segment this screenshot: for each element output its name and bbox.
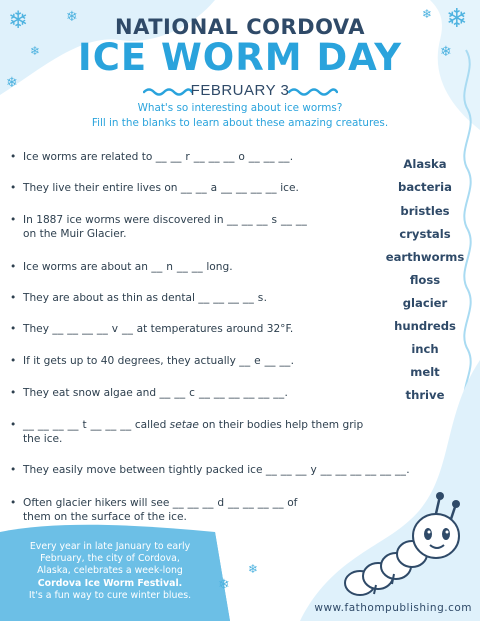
bullet-icon: • xyxy=(10,214,17,226)
question-6: • They __ __ __ __ v __ at temperatures around 32°F. xyxy=(10,323,294,335)
word-bank-item: thrive xyxy=(405,388,445,402)
snowflake-icon: ❄ xyxy=(8,6,29,34)
intro-text xyxy=(0,101,480,131)
bullet-icon: • xyxy=(10,355,17,367)
intro-line-1: What's so interesting about ice worms? xyxy=(137,102,343,114)
answer-blanks[interactable]: __ __ __ __ t __ __ __ xyxy=(23,419,132,431)
question-7: • If it gets up to 40 degrees, they actually __ e __ __. xyxy=(10,355,295,367)
word-bank-item: inch xyxy=(411,342,439,356)
word-bank-item: floss xyxy=(409,273,441,287)
snowflake-icon: ❄ xyxy=(248,562,259,576)
question-8: • They eat snow algae and __ __ c __ __ __ __ __ __. xyxy=(10,387,288,399)
snowflake-icon: ❄ xyxy=(440,44,452,60)
answer-blanks[interactable]: __ __ a __ __ __ __ xyxy=(180,182,277,194)
bullet-icon: • xyxy=(10,497,17,509)
right-wave-divider xyxy=(288,86,338,96)
festival-name: Cordova Ice Worm Festival. xyxy=(37,577,183,589)
fact-box: Every year in late January to early February, the city of Cordova, Alaska, celebrates a week-long Cordova Ice Worm Festival. It's a fun way to cure winter blues. xyxy=(28,541,192,601)
answer-blanks[interactable]: __ __ __ s __ __ xyxy=(226,214,308,226)
date-row xyxy=(0,80,480,98)
word-bank-item: bacteria xyxy=(398,180,452,194)
bullet-icon: • xyxy=(10,387,17,399)
word-bank-item: earthworms xyxy=(385,250,465,264)
bullet-icon: • xyxy=(10,464,17,476)
answer-blanks[interactable]: __ n __ __ xyxy=(151,261,203,273)
answer-blanks[interactable]: __ __ __ __ s xyxy=(198,292,264,304)
website-link[interactable]: www.fathompublishing.com xyxy=(314,602,472,614)
intro-line-2: Fill in the blanks to learn about these amazing creatures. xyxy=(91,117,389,129)
snowflake-icon: ❄ xyxy=(422,7,433,21)
bullet-icon: • xyxy=(10,419,17,431)
bullet-icon: • xyxy=(10,292,17,304)
snowflake-icon: ❄ xyxy=(446,4,468,34)
snowflake-icon: ❄ xyxy=(66,9,78,25)
bullet-icon: • xyxy=(10,323,17,335)
header-subtitle: NATIONAL CORDOVA xyxy=(115,15,365,39)
answer-blanks[interactable]: __ e __ __ xyxy=(239,355,291,367)
page-title: ICE WORM DAY xyxy=(77,36,403,79)
word-bank-item: glacier xyxy=(402,296,448,310)
answer-blanks[interactable]: __ __ __ __ v __ xyxy=(52,323,134,335)
word-bank-item: Alaska xyxy=(403,157,447,171)
snowflake-icon: ❄ xyxy=(218,577,230,593)
ice-worm-mascot xyxy=(340,488,460,598)
question-2: • They live their entire lives on __ __ a __ __ __ __ ice. xyxy=(10,182,299,194)
answer-blanks[interactable]: __ __ c __ __ __ __ __ __ xyxy=(159,387,285,399)
question-1: • Ice worms are related to __ __ r __ __ __ o __ __ __. xyxy=(10,151,294,163)
word-bank-item: bristles xyxy=(400,204,450,218)
question-9: • __ __ __ __ t __ __ __ called setae on their bodies help them grip the ice. xyxy=(10,419,364,445)
word-bank-item: hundreds xyxy=(394,319,456,333)
question-10: • They easily move between tightly packed ice __ __ __ y __ __ __ __ __ __. xyxy=(10,464,410,476)
snowflake-icon: ❄ xyxy=(30,44,41,58)
answer-blanks[interactable]: __ __ __ d __ __ __ __ xyxy=(172,497,284,509)
answer-blanks[interactable]: __ __ r __ __ __ o __ __ __ xyxy=(155,151,290,163)
bullet-icon: • xyxy=(10,151,17,163)
word-bank-item: melt xyxy=(410,365,440,379)
bullet-icon: • xyxy=(10,182,17,194)
bullet-icon: • xyxy=(10,261,17,273)
question-11: • Often glacier hikers will see __ __ __ d __ __ __ __ of them on the surface of the ice. xyxy=(10,497,298,523)
question-5: • They are about as thin as dental __ __ __ __ s. xyxy=(10,292,267,304)
question-4: • Ice worms are about an __ n __ __ long. xyxy=(10,261,233,273)
answer-blanks[interactable]: __ __ __ y __ __ __ __ __ __ xyxy=(265,464,407,476)
snowflake-icon: ❄ xyxy=(6,75,18,91)
word-bank-item: crystals xyxy=(399,227,451,241)
question-3: • In 1887 ice worms were discovered in __ __ __ s __ __ on the Muir Glacier. xyxy=(10,214,308,240)
date-label: FEBRUARY 3 xyxy=(190,82,290,99)
